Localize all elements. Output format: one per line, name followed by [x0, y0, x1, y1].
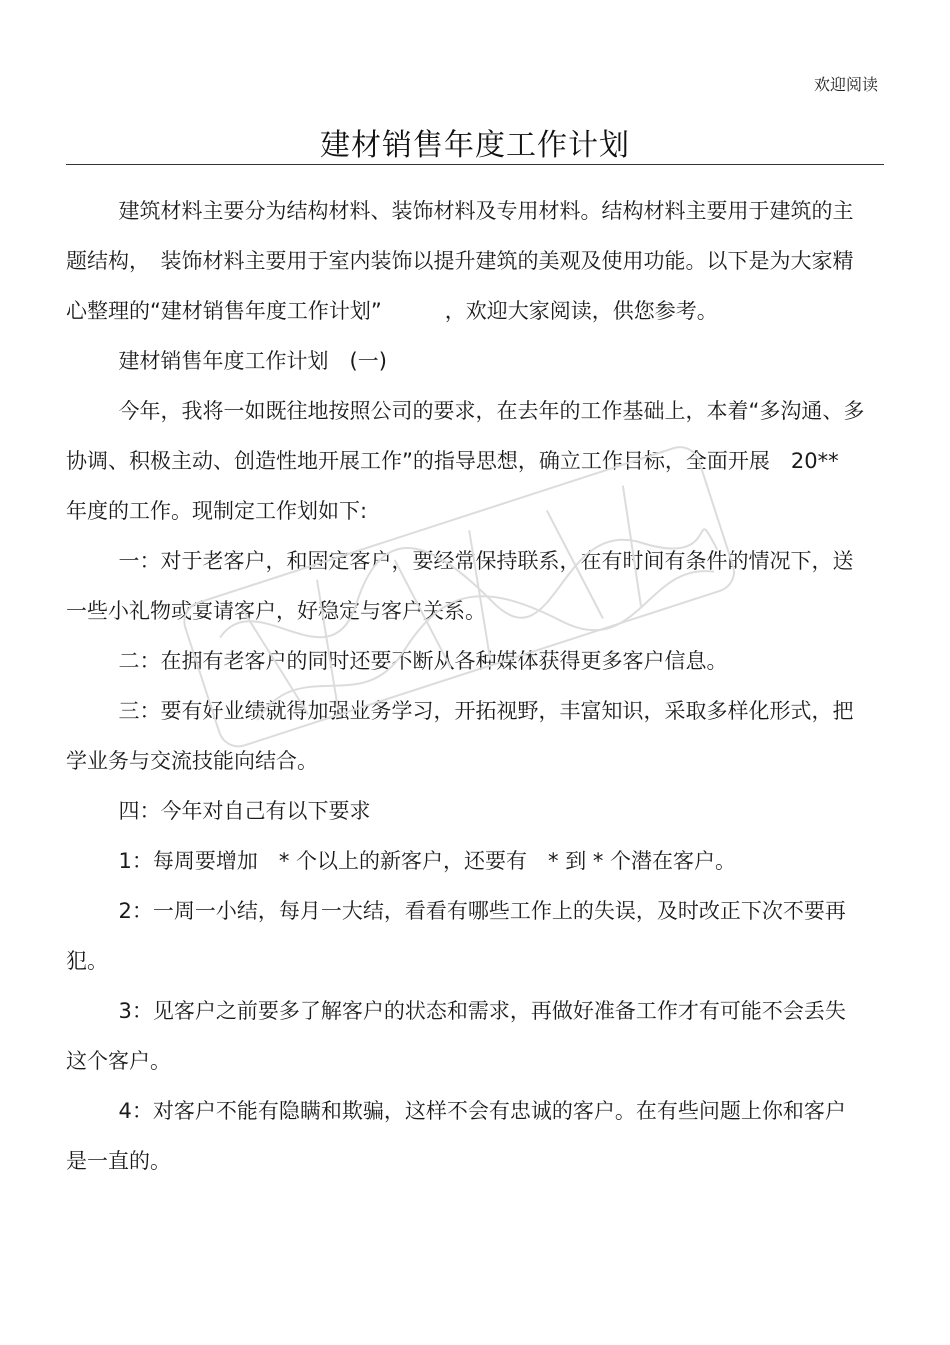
requirement-3: 3：见客户之前要多了解客户的状态和需求，再做好准备工作才有可能不会丢失这个客户。	[66, 999, 846, 1073]
plan-overview-paragraph: 今年，我将一如既往地按照公司的要求，在去年的工作基础上，本着“多沟通、多协调、积极主动、创造性地开展工作”的指导思想，确立工作目标，全面开展 20** 年度的工作。现制定工作划如下:	[66, 399, 865, 523]
requirement-1: 1：每周要增加 * 个以上的新客户，还要有 * 到 * 个潜在客户。	[118, 849, 737, 873]
list-item-one: 一：对于老客户，和固定客户，要经常保持联系，在有时间有条件的情况下，送一些小礼物或宴请客户，好稳定与客户关系。	[66, 549, 854, 623]
title-divider	[66, 164, 884, 165]
intro-paragraph: 建筑材料主要分为结构材料、装饰材料及专用材料。结构材料主要用于建筑的主题结构， 装饰材料主要用于室内装饰以提升建筑的美观及使用功能。以下是为大家精心整理的“建材销售年度工作计划” ，欢迎大家阅读，供您参考。	[66, 199, 854, 323]
document-title: 建材销售年度工作计划	[320, 128, 630, 163]
list-item-two: 二：在拥有老客户的同时还要不断从各种媒体获得更多客户信息。	[118, 649, 728, 673]
section-heading: 建材销售年度工作计划 (一)	[118, 349, 387, 373]
document-body	[66, 186, 866, 1186]
requirement-2: 2：一周一小结，每月一大结，看看有哪些工作上的失误，及时改正下次不要再犯。	[66, 899, 846, 973]
header-note: 欢迎阅读	[813, 75, 878, 94]
list-item-three: 三：要有好业绩就得加强业务学习，开拓视野，丰富知识，采取多样化形式，把学业务与交流技能向结合。	[66, 699, 854, 773]
requirement-4: 4：对客户不能有隐瞒和欺骗，这样不会有忠诚的客户。在有些问题上你和客户是一直的。	[66, 1099, 846, 1173]
list-item-four: 四：今年对自己有以下要求	[118, 799, 371, 823]
